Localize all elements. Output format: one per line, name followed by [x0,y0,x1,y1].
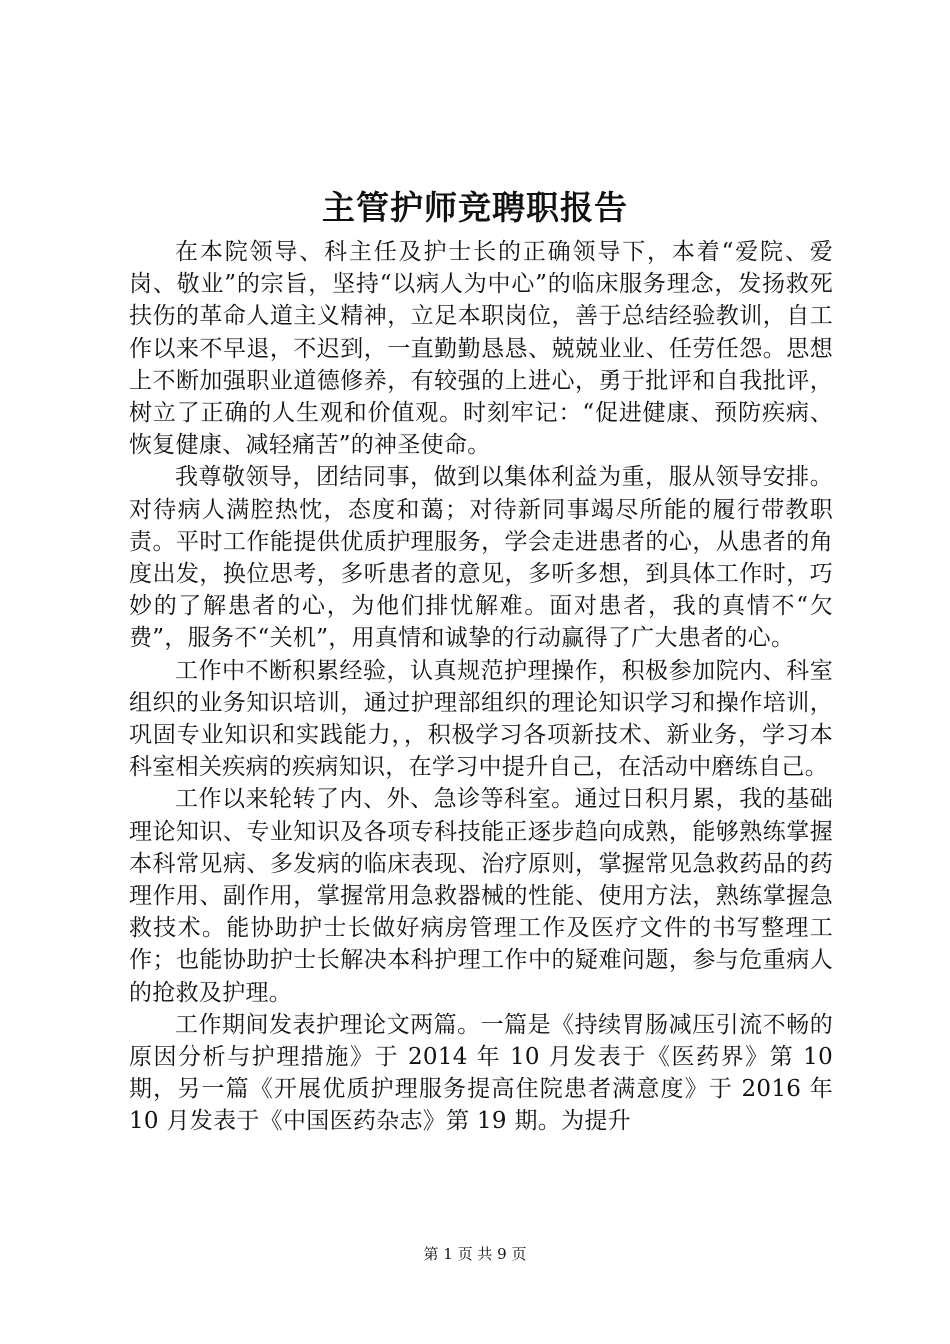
page-footer: 第 1 页 共 9 页 [423,1245,527,1263]
document-title: 主管护师竞聘职报告 [322,188,628,227]
document-body [129,236,833,1138]
paragraph-1: 在本院领导、科主任及护士长的正确领导下，本着“爱院、爱岗、敬业”的宗旨，坚持“以病人为中心”的临床服务理念，发扬救死扶伤的革命人道主义精神，立足本职岗位，善于总结经验教训，自工作以来不早退，不迟到，一直勤勤恳恳、兢兢业业、任劳任怨。思想上不断加强职业道德修养，有较强的上进心，勇于批评和自我批评，树立了正确的人生观和价值观。时刻牢记：“促进健康、预防疾病、恢复健康、减轻痛苦”的神圣使命。 [129,239,833,459]
paragraph-4: 工作以来轮转了内、外、急诊等科室。通过日积月累，我的基础理论知识、专业知识及各项专科技能正逐步趋向成熟，能够熟练掌握本科常见病、多发病的临床表现、治疗原则，掌握常见急救药品的药理作用、副作用，掌握常用急救器械的性能、使用方法，熟练掌握急救技术。能协助护士长做好病房管理工作及医疗文件的书写整理工作；也能协助护士长解决本科护理工作中的疑难问题，参与危重病人的抢救及护理。 [129,786,833,1006]
paragraph-3: 工作中不断积累经验，认真规范护理操作，积极参加院内、科室组织的业务知识培训，通过护理部组织的理论知识学习和操作培训，巩固专业知识和实践能力，，积极学习各项新技术、新业务，学习本科室相关疾病的疾病知识，在学习中提升自己，在活动中磨练自己。 [129,657,833,781]
paragraph-2: 我尊敬领导，团结同事，做到以集体利益为重，服从领导安排。对待病人满腔热忱，态度和蔼；对待新同事竭尽所能的履行带教职责。平时工作能提供优质护理服务，学会走进患者的心，从患者的角度出发，换位思考，多听患者的意见，多听多想，到具体工作时，巧妙的了解患者的心，为他们排忧解难。面对患者，我的真情不“欠费”，服务不“关机”，用真情和诚挚的行动赢得了广大患者的心。 [129,464,833,652]
paragraph-5: 工作期间发表护理论文两篇。一篇是《持续胃肠减压引流不畅的原因分析与护理措施》于 2014 年 10 月发表于《医药界》第 10 期，另一篇《开展优质护理服务提高住院患者满意度》于 2016 年 10 月发表于《中国医药杂志》第 19 期。为提升 [129,1011,833,1135]
